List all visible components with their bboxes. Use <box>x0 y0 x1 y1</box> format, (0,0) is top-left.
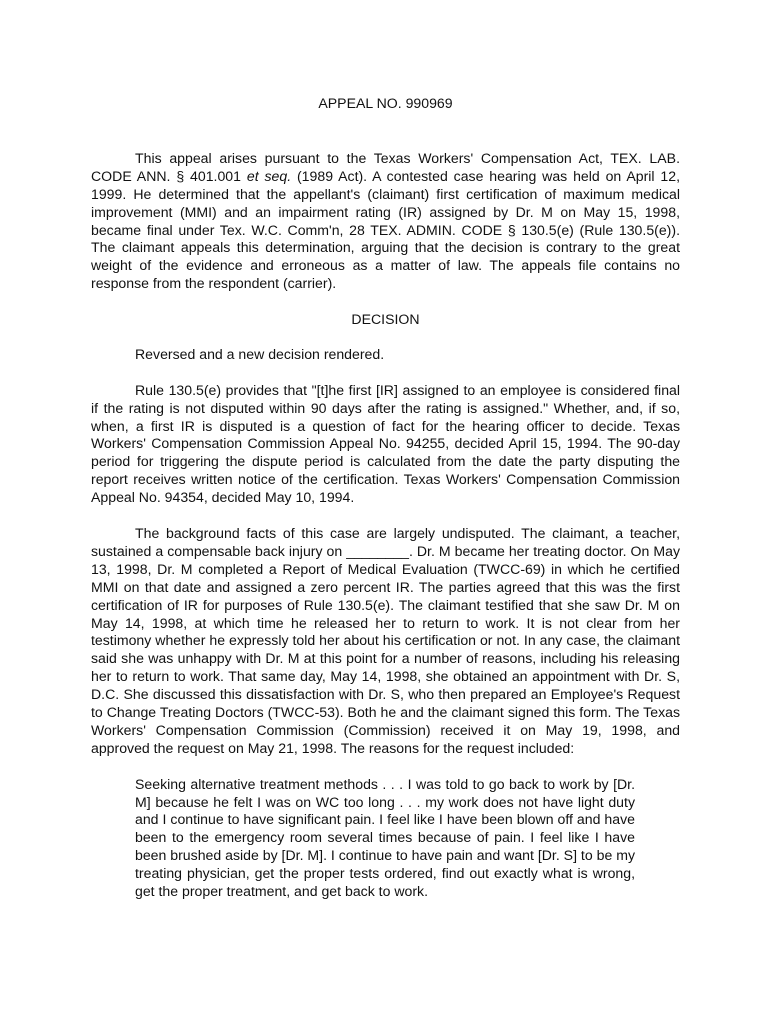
background-paragraph: The background facts of this case are largely undisputed. The claimant, a teacher, sustained a compensable back injury on ________. Dr. M became her treating doctor. On May 13, 1998, Dr. M completed a Report of Medical Evaluation (TWCC-69) in which he certified MMI on that date and assigned a zero percent IR. The parties agreed that this was the first certification of IR for purposes of Rule 130.5(e). The claimant testified that she saw Dr. M on May 14, 1998, at which time he released her to return to work. It is not clear from her testimony whether he expressly told her about his certification or not. In any case, the claimant said she was unhappy with Dr. M at this point for a number of reasons, including his releasing her to return to work. That same day, May 14, 1998, she obtained an appointment with Dr. S, D.C. She discussed this dissatisfaction with Dr. S, who then prepared an Employee's Request to Change Treating Doctors (TWCC-53). Both he and the claimant signed this form. The Texas Workers' Compensation Commission (Commission) received it on May 19, 1998, and approved the request on May 21, 1998. The reasons for the request included: <box>91 524 680 756</box>
block-quote: Seeking alternative treatment methods . . . I was told to go back to work by [Dr. M] because he felt I was on WC too long . . . my work does not have light duty and I continue to have significant pain. I feel like I have been blown off and have been to the emergency room several times because of pain. I feel like I have been brushed aside by [Dr. M]. I continue to have pain and want [Dr. S] to be my treating physician, get the proper tests ordered, find out exactly what is wrong, get the proper treatment, and get back to work. <box>135 775 635 900</box>
intro-text-part2: (1989 Act). A contested case hearing was held on April 12, 1999. He determined that the appellant's (claimant) first certification of maximum medical improvement (MMI) and an impairment rating (IR) assigned by Dr. M on May 15, 1998, became final under Tex. W.C. Comm'n, 28 TEX. ADMIN. CODE § 130.5(e) (Rule 130.5(e)). The claimant appeals this determination, arguing that the decision is contrary to the great weight of the evidence and erroneous as a matter of law. The appeals file contains no response from the respondent (carrier). <box>91 167 680 292</box>
et-seq-italic: et seq. <box>246 167 292 184</box>
intro-paragraph <box>91 150 680 293</box>
rule-paragraph: Rule 130.5(e) provides that "[t]he first [IR] assigned to an employee is considered final if the rating is not disputed within 90 days after the rating is assigned." Whether, and, if so, when, a first IR is disputed is a question of fact for the hearing officer to decide. Texas Workers' Compensation Commission Appeal No. 94255, decided April 15, 1994. The 90-day period for triggering the dispute period is calculated from the date the party disputing the report receives written notice of the certification. Texas Workers' Compensation Commission Appeal No. 94354, decided May 10, 1994. <box>91 381 680 506</box>
document-page <box>91 95 680 901</box>
intro-text-part1: This appeal arises pursuant to the Texas Workers' Compensation Act, TEX. LAB. CODE ANN. § 401.001 <box>91 149 680 184</box>
decision-heading: DECISION <box>351 311 420 328</box>
decision-text: Reversed and a new decision rendered. <box>135 345 385 362</box>
appeal-title: APPEAL NO. 990969 <box>318 95 453 111</box>
